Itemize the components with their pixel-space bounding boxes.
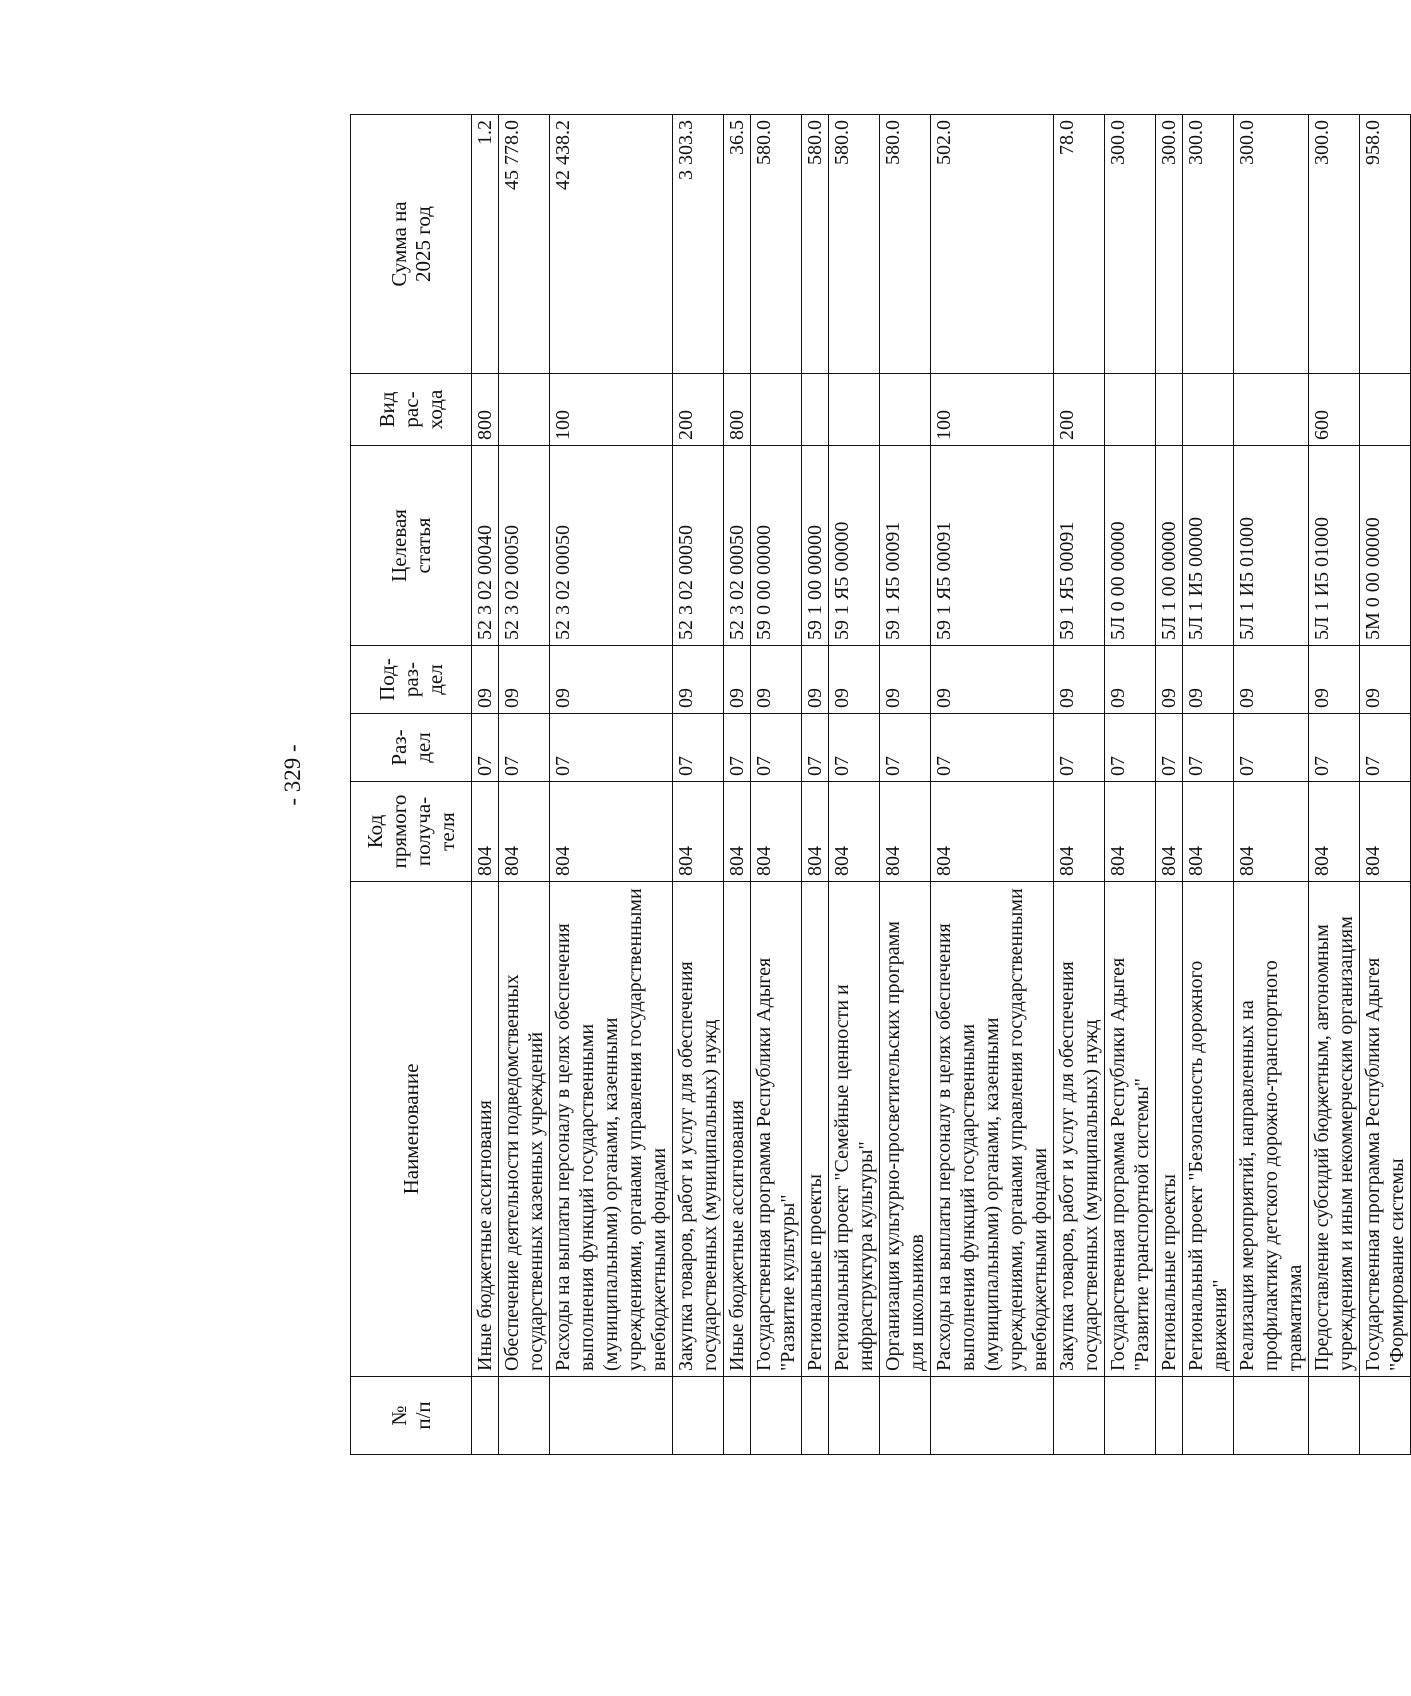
row-expense-kind [1360,374,1411,446]
row-sum-2025: 580.0 [751,115,802,374]
row-subsection: 09 [751,646,802,714]
row-section: 07 [1309,714,1360,782]
row-name: Расходы на выплаты персоналу в целях обеспечения выполнения функций государственными (муниципальными) органами, казенными учреждениями, органами управления государственными внебюджетными фондами [550,882,673,1377]
row-name: Иные бюджетные ассигнования [724,882,751,1377]
row-number [802,1377,829,1455]
row-number [1183,1377,1234,1455]
row-target-article: 52 3 02 00050 [673,446,724,646]
row-number [1309,1377,1360,1455]
row-target-article: 5Л 1 И5 00000 [1183,446,1234,646]
table-row [1234,115,1309,1455]
row-recipient-code: 804 [724,782,751,882]
table-row [1105,115,1156,1455]
table-row [1309,115,1360,1455]
row-number [1105,1377,1156,1455]
row-name: Реализация мероприятий, направленных на профилактику детского дорожно-транспортного травматизма [1234,882,1309,1377]
table-row [673,115,724,1455]
row-target-article: 59 1 Я5 00000 [829,446,880,646]
row-subsection: 09 [724,646,751,714]
row-expense-kind [1156,374,1183,446]
header-sum: Сумма на 2025 год [351,115,472,374]
row-section: 07 [724,714,751,782]
row-sum-2025: 300.0 [1156,115,1183,374]
row-section: 07 [673,714,724,782]
row-section: 07 [880,714,931,782]
row-recipient-code: 804 [1105,782,1156,882]
row-section: 07 [472,714,499,782]
row-target-article: 5Л 0 00 00000 [1105,446,1156,646]
row-target-article: 59 1 Я5 00091 [880,446,931,646]
row-number [550,1377,673,1455]
row-target-article: 59 0 00 00000 [751,446,802,646]
header-article: Целевая статья [351,446,472,646]
row-sum-2025: 36.5 [724,115,751,374]
row-subsection: 09 [673,646,724,714]
row-recipient-code: 804 [1309,782,1360,882]
row-sum-2025: 300.0 [1309,115,1360,374]
row-recipient-code: 804 [1360,782,1411,882]
row-sum-2025: 300.0 [1234,115,1309,374]
table-row [1183,115,1234,1455]
row-name: Региональный проект "Семейные ценности и инфраструктура культуры" [829,882,880,1377]
row-section: 07 [829,714,880,782]
row-target-article: 5Л 1 00 00000 [1156,446,1183,646]
row-recipient-code: 804 [472,782,499,882]
row-subsection: 09 [1105,646,1156,714]
row-target-article: 5Л 1 И5 01000 [1309,446,1360,646]
row-sum-2025: 42 438.2 [550,115,673,374]
row-subsection: 09 [499,646,550,714]
row-section: 07 [499,714,550,782]
row-expense-kind: 100 [931,374,1054,446]
table-row [931,115,1054,1455]
row-number [1156,1377,1183,1455]
row-subsection: 09 [1309,646,1360,714]
row-expense-kind: 800 [724,374,751,446]
row-section: 07 [751,714,802,782]
table-body [472,115,1411,1455]
row-expense-kind [1105,374,1156,446]
row-sum-2025: 1.2 [472,115,499,374]
row-recipient-code: 804 [829,782,880,882]
row-number [1360,1377,1411,1455]
row-number [1234,1377,1309,1455]
row-section: 07 [1360,714,1411,782]
row-sum-2025: 300.0 [1105,115,1156,374]
row-target-article: 59 1 Я5 00091 [1054,446,1105,646]
rotated-page [240,115,1408,1455]
row-name: Государственная программа Республики Адыгея "Развитие культуры" [751,882,802,1377]
row-recipient-code: 804 [802,782,829,882]
row-section: 07 [1054,714,1105,782]
row-recipient-code: 804 [880,782,931,882]
row-number [673,1377,724,1455]
row-target-article: 52 3 02 00050 [499,446,550,646]
row-name: Закупка товаров, работ и услуг для обеспечения государственных (муниципальных) нужд [673,882,724,1377]
row-target-article: 59 1 Я5 00091 [931,446,1054,646]
row-subsection: 09 [829,646,880,714]
row-section: 07 [1183,714,1234,782]
row-recipient-code: 804 [499,782,550,882]
row-target-article: 59 1 00 00000 [802,446,829,646]
header-num: № п/п [351,1377,472,1455]
row-recipient-code: 804 [931,782,1054,882]
row-sum-2025: 580.0 [802,115,829,374]
row-number [829,1377,880,1455]
row-number [751,1377,802,1455]
table-row [1156,115,1183,1455]
row-subsection: 09 [1360,646,1411,714]
row-target-article: 52 3 02 00040 [472,446,499,646]
row-expense-kind: 200 [1054,374,1105,446]
row-expense-kind: 200 [673,374,724,446]
table-header-row [351,115,472,1455]
row-number [499,1377,550,1455]
row-name: Региональный проект "Безопасность дорожного движения" [1183,882,1234,1377]
row-sum-2025: 45 778.0 [499,115,550,374]
row-subsection: 09 [880,646,931,714]
row-expense-kind [829,374,880,446]
row-section: 07 [1234,714,1309,782]
row-expense-kind: 100 [550,374,673,446]
row-section: 07 [1105,714,1156,782]
budget-table [350,114,1411,1455]
table-row [751,115,802,1455]
row-name: Иные бюджетные ассигнования [472,882,499,1377]
row-sum-2025: 958.0 [1360,115,1411,374]
row-recipient-code: 804 [673,782,724,882]
row-number [880,1377,931,1455]
row-recipient-code: 804 [1156,782,1183,882]
row-section: 07 [931,714,1054,782]
row-target-article: 52 3 02 00050 [724,446,751,646]
row-sum-2025: 580.0 [880,115,931,374]
row-expense-kind [499,374,550,446]
row-number [724,1377,751,1455]
row-expense-kind [751,374,802,446]
row-name: Закупка товаров, работ и услуг для обеспечения государственных (муниципальных) нужд [1054,882,1105,1377]
row-number [931,1377,1054,1455]
row-expense-kind [1234,374,1309,446]
row-target-article: 52 3 02 00050 [550,446,673,646]
header-code: Код прямого получа- теля [351,782,472,882]
row-name: Предоставление субсидий бюджетным, автономным учреждениям и иным некоммерческим организациям [1309,882,1360,1377]
row-name: Государственная программа Республики Адыгея "Развитие транспортной системы" [1105,882,1156,1377]
row-sum-2025: 300.0 [1183,115,1234,374]
table-row [802,115,829,1455]
row-subsection: 09 [1054,646,1105,714]
row-subsection: 09 [472,646,499,714]
row-expense-kind [880,374,931,446]
row-subsection: 09 [550,646,673,714]
header-subsection: Под- раз- дел [351,646,472,714]
row-sum-2025: 580.0 [829,115,880,374]
row-target-article: 5Л 1 И5 01000 [1234,446,1309,646]
table-row [550,115,673,1455]
row-sum-2025: 78.0 [1054,115,1105,374]
row-recipient-code: 804 [550,782,673,882]
row-expense-kind: 600 [1309,374,1360,446]
row-sum-2025: 502.0 [931,115,1054,374]
row-sum-2025: 3 303.3 [673,115,724,374]
row-number [472,1377,499,1455]
row-recipient-code: 804 [1183,782,1234,882]
page-number: - 329 - [280,744,305,806]
header-section: Раз- дел [351,714,472,782]
header-name: Наименование [351,882,472,1377]
row-section: 07 [1156,714,1183,782]
table-row [724,115,751,1455]
row-subsection: 09 [802,646,829,714]
row-subsection: 09 [1156,646,1183,714]
row-subsection: 09 [1234,646,1309,714]
row-name: Организация культурно-просветительских программ для школьников [880,882,931,1377]
header-kind: Вид рас- хода [351,374,472,446]
row-name: Государственная программа Республики Адыгея "Формирование системы [1360,882,1411,1377]
row-expense-kind: 800 [472,374,499,446]
row-expense-kind [802,374,829,446]
row-recipient-code: 804 [1234,782,1309,882]
row-name: Обеспечение деятельности подведомственных государственных казенных учреждений [499,882,550,1377]
row-section: 07 [802,714,829,782]
table-row [829,115,880,1455]
row-name: Региональные проекты [802,882,829,1377]
row-section: 07 [550,714,673,782]
row-recipient-code: 804 [1054,782,1105,882]
row-subsection: 09 [931,646,1054,714]
table-row [880,115,931,1455]
table-row [499,115,550,1455]
row-number [1054,1377,1105,1455]
row-recipient-code: 804 [751,782,802,882]
row-target-article: 5М 0 00 00000 [1360,446,1411,646]
row-name: Региональные проекты [1156,882,1183,1377]
table-row [1054,115,1105,1455]
row-subsection: 09 [1183,646,1234,714]
row-name: Расходы на выплаты персоналу в целях обеспечения выполнения функций государственными (муниципальными) органами, казенными учреждениями, органами управления государственными внебюджетными фондами [931,882,1054,1377]
table-row [472,115,499,1455]
row-expense-kind [1183,374,1234,446]
table-row [1360,115,1411,1455]
